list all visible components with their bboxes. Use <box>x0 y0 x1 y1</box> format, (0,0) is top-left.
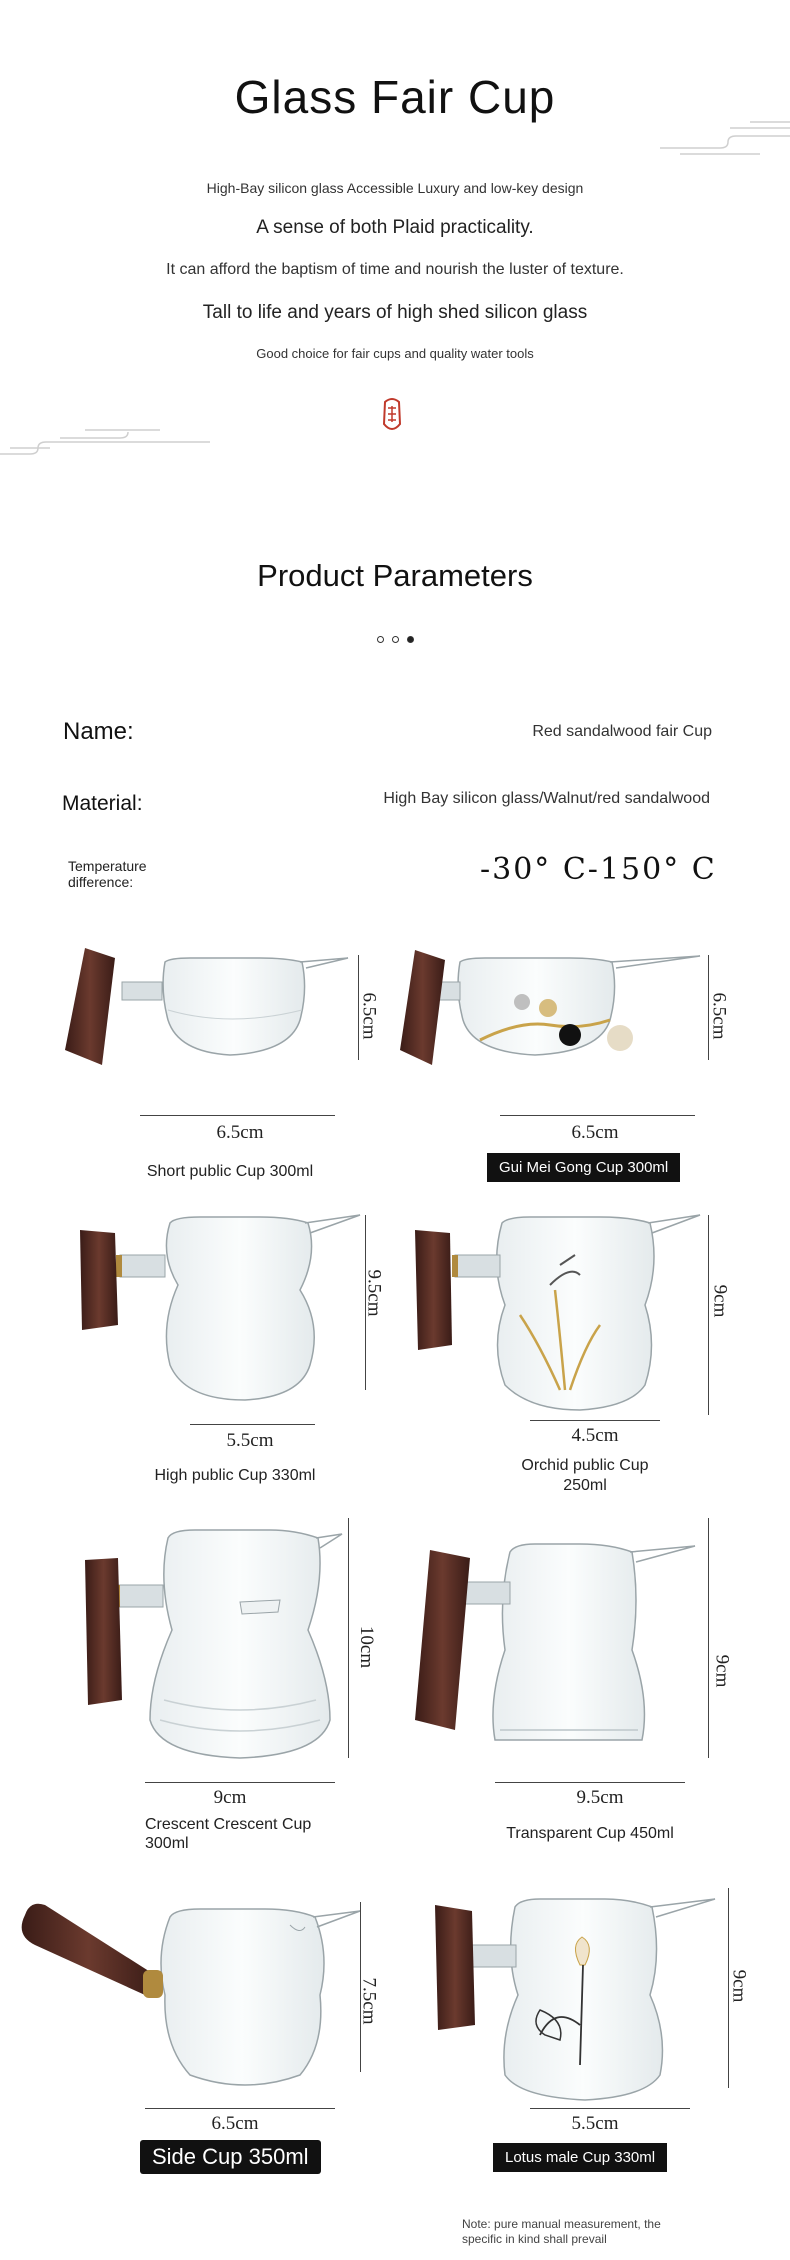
name-value: Red sandalwood fair Cup <box>532 723 712 740</box>
cup-2-name: Gui Mei Gong Cup 300ml <box>487 1153 680 1182</box>
cup-5-name-line-1: Crescent Crescent Cup <box>145 1816 312 1833</box>
cup-1-name: Short public Cup 300ml <box>146 1163 314 1180</box>
cup-8-height: 9cm <box>728 1969 750 2003</box>
height-line <box>348 1518 349 1758</box>
cup-2-width: 6.5cm <box>571 1122 619 1143</box>
note-line-1: Note: pure manual measurement, the <box>462 2217 661 2231</box>
section-title: Product Parameters <box>257 558 533 593</box>
cup-8-name: Lotus male Cup 330ml <box>493 2143 667 2172</box>
cup-1-height: 6.5cm <box>358 992 380 1040</box>
cup-6-height: 9cm <box>711 1654 733 1688</box>
width-line <box>495 1782 685 1783</box>
cup-image-lotus-male <box>430 1885 720 2105</box>
cup-3-height: 9.5cm <box>363 1269 385 1317</box>
cup-3-name: High public Cup 330ml <box>154 1467 316 1484</box>
cup-4-name-line-1: Orchid public Cup <box>521 1457 649 1474</box>
dot-active <box>407 636 414 643</box>
measurement-note <box>462 2217 661 2247</box>
cup-4-height: 9cm <box>709 1284 731 1318</box>
temperature-value: -30° C-150° C <box>480 852 717 887</box>
cup-image-short-public <box>60 940 360 1070</box>
width-line <box>530 1420 660 1421</box>
note-line-2: specific in kind shall prevail <box>462 2232 607 2246</box>
cup-image-side-cup <box>15 1895 365 2095</box>
temperature-label-line-2: difference: <box>68 874 134 890</box>
height-line <box>708 1518 709 1758</box>
cloud-decoration-left <box>0 410 220 460</box>
cup-5-name-line-2: 300ml <box>145 1835 189 1852</box>
width-line <box>190 1424 315 1425</box>
width-line <box>145 1782 335 1783</box>
cup-5-height: 10cm <box>356 1625 378 1669</box>
cup-image-gui-mei-gong <box>400 940 710 1070</box>
page-title: Glass Fair Cup <box>234 71 556 123</box>
material-value: High Bay silicon glass/Walnut/red sandalwood <box>383 790 710 807</box>
cup-4-width: 4.5cm <box>571 1425 619 1446</box>
cup-4-name-line-2: 250ml <box>563 1477 607 1494</box>
red-seal-icon <box>379 394 405 438</box>
temperature-label <box>68 858 147 890</box>
cup-5-width: 9cm <box>213 1787 247 1808</box>
cup-7-height: 7.5cm <box>358 1977 380 2025</box>
cup-image-transparent <box>410 1530 700 1760</box>
pagination-dots <box>0 636 790 643</box>
width-line <box>145 2108 335 2109</box>
width-line <box>140 1115 335 1116</box>
material-label: Material: <box>62 792 143 815</box>
hero-line-5: Good choice for fair cups and quality water tools <box>256 346 534 361</box>
name-label: Name: <box>63 718 134 745</box>
hero-line-4: Tall to life and years of high shed silicon glass <box>202 302 588 323</box>
cup-5-name <box>145 1815 345 1853</box>
cup-8-width: 5.5cm <box>571 2113 619 2134</box>
cup-6-name: Transparent Cup 450ml <box>506 1825 674 1842</box>
cup-2-height: 6.5cm <box>708 992 730 1040</box>
dot <box>392 636 399 643</box>
cup-7-width: 6.5cm <box>211 2113 259 2134</box>
cup-6-width: 9.5cm <box>576 1787 624 1808</box>
hero-line-2: A sense of both Plaid practicality. <box>256 217 534 238</box>
cup-image-crescent <box>80 1520 370 1770</box>
cup-7-name: Side Cup 350ml <box>140 2140 321 2174</box>
dot <box>377 636 384 643</box>
cup-3-width: 5.5cm <box>226 1430 274 1451</box>
cup-image-orchid-public <box>410 1205 710 1415</box>
cup-1-width: 6.5cm <box>216 1122 264 1143</box>
temperature-label-line-1: Temperature <box>68 858 147 874</box>
cup-4-name <box>480 1456 690 1496</box>
width-line <box>500 1115 695 1116</box>
width-line <box>530 2108 690 2109</box>
hero-line-3: It can afford the baptism of time and nourish the luster of texture. <box>166 261 624 278</box>
cup-image-high-public <box>60 1205 370 1405</box>
hero-line-1: High-Bay silicon glass Accessible Luxury and low-key design <box>206 180 584 196</box>
